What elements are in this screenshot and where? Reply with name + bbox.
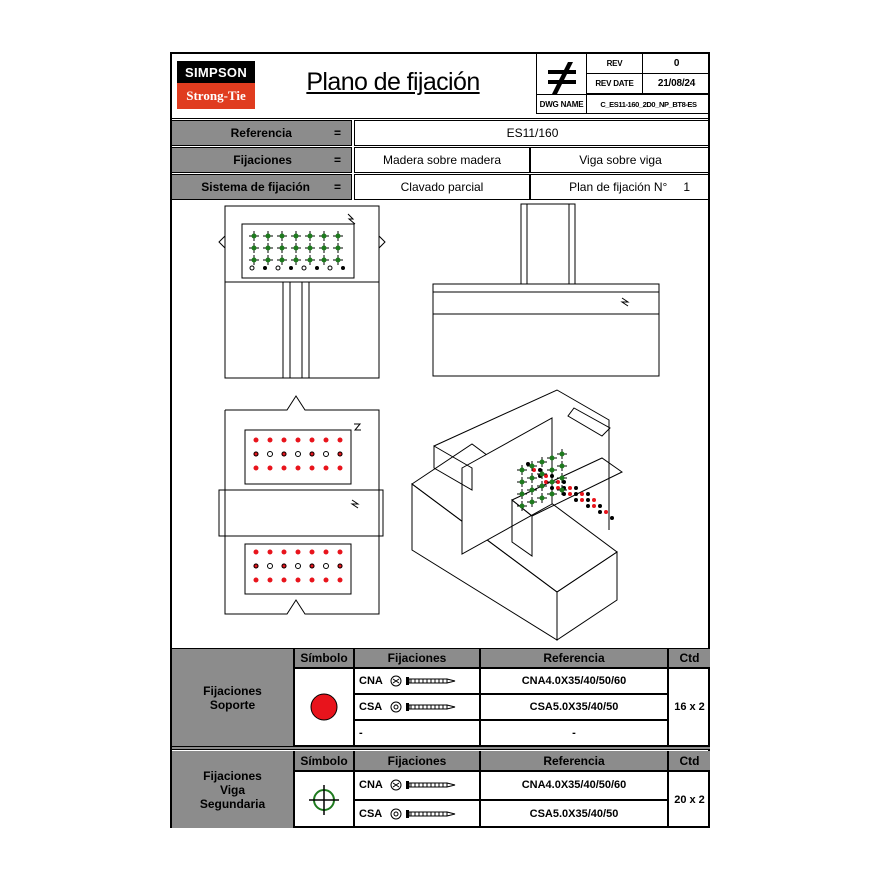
fixing-dot bbox=[324, 578, 329, 583]
fixing-dot bbox=[574, 486, 578, 490]
fixing-dot bbox=[586, 498, 590, 502]
fastener-type-cell bbox=[354, 668, 480, 694]
soporte-symbol bbox=[294, 668, 354, 746]
fastener-type: - bbox=[359, 727, 363, 739]
fixing-dot bbox=[282, 550, 287, 555]
plan-value: 1 bbox=[683, 180, 690, 194]
fixing-dot bbox=[294, 258, 299, 263]
fixing-dot bbox=[280, 234, 285, 239]
fixing-dot bbox=[315, 266, 319, 270]
dwg-name-value: C_ES11-160_2D0_NP_BT8-ES bbox=[586, 94, 710, 114]
fixing-dot bbox=[268, 452, 273, 457]
fixing-dot bbox=[282, 438, 287, 443]
fixing-dot bbox=[560, 476, 565, 481]
fixing-dot bbox=[580, 492, 584, 496]
fastener-type-cell bbox=[354, 771, 480, 800]
fixing-dot bbox=[296, 564, 301, 569]
fixing-dot bbox=[530, 500, 535, 505]
fixing-dot bbox=[310, 438, 315, 443]
ring-nail-icon bbox=[389, 778, 459, 792]
fastener-reference: CNA4.0X35/40/50/60 bbox=[480, 668, 668, 694]
fixing-dot bbox=[282, 578, 287, 583]
fixing-dot bbox=[338, 466, 343, 471]
fixing-dot bbox=[280, 258, 285, 263]
fixing-dot bbox=[574, 498, 578, 502]
fastener-type-cell bbox=[354, 720, 480, 746]
fixing-dot bbox=[324, 564, 329, 569]
fixing-dot bbox=[520, 504, 525, 509]
fijaciones-value-2: Viga sobre viga bbox=[530, 147, 710, 173]
fixing-dot bbox=[268, 564, 273, 569]
viga-symbol bbox=[294, 771, 354, 828]
fixing-dot bbox=[568, 492, 572, 496]
fixing-dot bbox=[308, 258, 313, 263]
fixing-dot bbox=[530, 476, 535, 481]
fixing-dot bbox=[324, 452, 329, 457]
fixing-dot bbox=[568, 486, 572, 490]
fixing-dot bbox=[308, 246, 313, 251]
fixing-dot bbox=[263, 266, 267, 270]
fixing-dot bbox=[580, 498, 584, 502]
eq-sign: = bbox=[333, 180, 341, 194]
fixing-dot bbox=[289, 266, 293, 270]
fastener-type: CNA bbox=[359, 779, 383, 792]
viga-group bbox=[172, 751, 294, 828]
fastener-type-cell bbox=[354, 694, 480, 720]
fixing-dot bbox=[562, 492, 566, 496]
viga-header-fijaciones: Fijaciones bbox=[354, 751, 480, 771]
fixing-drawings bbox=[172, 200, 708, 648]
fixing-dot bbox=[328, 266, 332, 270]
fixing-dot bbox=[574, 492, 578, 496]
fixing-dot bbox=[296, 466, 301, 471]
fixing-dot bbox=[266, 258, 271, 263]
fijaciones-label-text: Fijaciones bbox=[233, 153, 292, 167]
fixing-dot bbox=[592, 504, 596, 508]
page-title: Plano de fijación bbox=[306, 67, 480, 96]
dwg-name-label: DWG NAME bbox=[536, 94, 586, 114]
referencia-value: ES11/160 bbox=[354, 120, 710, 146]
soporte-header-simbolo: Símbolo bbox=[294, 648, 354, 668]
fixing-dot bbox=[338, 438, 343, 443]
rev-date-value: 21/08/24 bbox=[642, 74, 710, 94]
fixing-dot bbox=[530, 488, 535, 493]
sistema-label bbox=[172, 174, 352, 200]
fixing-dot bbox=[540, 472, 545, 477]
fixing-dot bbox=[322, 246, 327, 251]
fixing-dot bbox=[556, 486, 560, 490]
fixing-dot bbox=[296, 578, 301, 583]
fixing-dot bbox=[276, 266, 280, 270]
brand-line1: SIMPSON bbox=[177, 61, 255, 83]
view-bottom-left bbox=[219, 396, 383, 614]
drawing-sheet bbox=[170, 52, 710, 828]
fixing-dot bbox=[526, 462, 530, 466]
soporte-group-label: Fijaciones Soporte bbox=[203, 683, 262, 712]
fastener-type: CSA bbox=[359, 807, 383, 820]
fixing-dot bbox=[550, 480, 555, 485]
fixing-dot bbox=[520, 492, 525, 497]
fastener-reference: CSA5.0X35/40/50 bbox=[480, 800, 668, 829]
soporte-header-referencia: Referencia bbox=[480, 648, 668, 668]
fastener-type: CNA bbox=[359, 675, 383, 687]
fijaciones-label bbox=[172, 147, 352, 173]
fixing-dot bbox=[324, 466, 329, 471]
fixing-dot bbox=[310, 578, 315, 583]
rev-value: 0 bbox=[642, 54, 710, 74]
eq-sign: = bbox=[333, 153, 341, 167]
referencia-label bbox=[172, 120, 352, 146]
brand-line2: Strong-Tie bbox=[177, 83, 255, 109]
green-crosshair-icon bbox=[307, 783, 341, 817]
fixing-dot bbox=[266, 246, 271, 251]
table-separator bbox=[172, 746, 710, 750]
fastener-type-cell bbox=[354, 800, 480, 829]
view-isometric bbox=[412, 390, 622, 640]
fixing-dot bbox=[294, 234, 299, 239]
fixing-dot bbox=[310, 466, 315, 471]
viga-header-simbolo: Símbolo bbox=[294, 751, 354, 771]
fixing-dot bbox=[322, 234, 327, 239]
fixing-dot bbox=[266, 234, 271, 239]
fixing-dot bbox=[252, 258, 257, 263]
fixing-dot bbox=[341, 266, 345, 270]
fixing-dot bbox=[530, 464, 535, 469]
plan-fijacion bbox=[530, 174, 710, 200]
fixing-dot bbox=[560, 488, 565, 493]
fijaciones-value-1: Madera sobre madera bbox=[354, 147, 530, 173]
fastener-reference: CSA5.0X35/40/50 bbox=[480, 694, 668, 720]
referencia-label-text: Referencia bbox=[230, 126, 292, 140]
fixing-dot bbox=[252, 234, 257, 239]
soporte-header-fijaciones: Fijaciones bbox=[354, 648, 480, 668]
fixing-dot bbox=[322, 258, 327, 263]
fixing-dot bbox=[586, 504, 590, 508]
fixing-dot bbox=[544, 474, 548, 478]
screw-icon bbox=[389, 700, 459, 714]
fixing-dot bbox=[254, 438, 259, 443]
fixing-dot bbox=[604, 510, 608, 514]
fixing-dot bbox=[296, 438, 301, 443]
fixing-dot bbox=[538, 468, 542, 472]
soporte-qty: 16 x 2 bbox=[668, 668, 710, 746]
fixing-dot bbox=[280, 246, 285, 251]
fixing-dot bbox=[560, 452, 565, 457]
fixing-dot bbox=[252, 246, 257, 251]
fixing-dot bbox=[550, 456, 555, 461]
fastener-type: CSA bbox=[359, 701, 383, 713]
screw-icon bbox=[389, 807, 459, 821]
rev-date-label: REV DATE bbox=[586, 74, 642, 94]
fixing-dot bbox=[282, 466, 287, 471]
fixing-dot bbox=[336, 234, 341, 239]
soporte-group bbox=[172, 648, 294, 746]
fixing-dot bbox=[550, 492, 555, 497]
fixing-dot bbox=[338, 578, 343, 583]
fixing-dot bbox=[268, 438, 273, 443]
viga-group-label: Fijaciones Viga Segundaria bbox=[199, 768, 266, 811]
fixing-dot bbox=[268, 550, 273, 555]
fixing-dot bbox=[532, 468, 536, 472]
fixing-dot bbox=[310, 550, 315, 555]
fixing-dot bbox=[324, 438, 329, 443]
fixing-dot bbox=[336, 258, 341, 263]
fixing-dot bbox=[296, 452, 301, 457]
fixing-dot bbox=[254, 466, 259, 471]
fixing-dot bbox=[268, 466, 273, 471]
fixing-dot bbox=[294, 246, 299, 251]
fixing-dot bbox=[296, 550, 301, 555]
fixing-dot bbox=[586, 492, 590, 496]
sistema-value: Clavado parcial bbox=[354, 174, 530, 200]
view-top-right bbox=[433, 204, 659, 376]
fixing-dot bbox=[324, 550, 329, 555]
rev-label: REV bbox=[586, 54, 642, 74]
fixing-dot bbox=[308, 234, 313, 239]
fixing-dot bbox=[302, 266, 306, 270]
fixing-dot bbox=[540, 496, 545, 501]
fastener-reference: - bbox=[480, 720, 668, 746]
fastener-reference: CNA4.0X35/40/50/60 bbox=[480, 771, 668, 800]
fixing-dot bbox=[550, 468, 555, 473]
fixing-dot bbox=[592, 498, 596, 502]
fixing-dot bbox=[540, 484, 545, 489]
fixing-dot bbox=[598, 510, 602, 514]
fixing-dot bbox=[562, 480, 566, 484]
view-top-left bbox=[219, 206, 385, 378]
fixing-dot bbox=[610, 516, 614, 520]
fixing-dot bbox=[336, 246, 341, 251]
fixing-dot bbox=[598, 504, 602, 508]
fixing-dot bbox=[338, 550, 343, 555]
viga-qty: 20 x 2 bbox=[668, 771, 710, 828]
fixing-dot bbox=[268, 578, 273, 583]
sistema-label-text: Sistema de fijación bbox=[201, 180, 310, 194]
divider bbox=[172, 118, 708, 119]
fixing-dot bbox=[520, 468, 525, 473]
fixing-dot bbox=[254, 578, 259, 583]
fixing-dot bbox=[520, 480, 525, 485]
red-dot-icon bbox=[309, 692, 339, 722]
viga-header-referencia: Referencia bbox=[480, 751, 668, 771]
fixing-dot bbox=[540, 460, 545, 465]
eq-sign: = bbox=[333, 126, 341, 140]
ring-nail-icon bbox=[389, 674, 459, 688]
fixing-dot bbox=[560, 464, 565, 469]
viga-header-ctd: Ctd bbox=[668, 751, 710, 771]
fixing-dot bbox=[250, 266, 254, 270]
brand-logo bbox=[177, 61, 255, 109]
soporte-header-ctd: Ctd bbox=[668, 648, 710, 668]
plan-label: Plan de fijación N° bbox=[569, 180, 668, 194]
fixing-dot bbox=[254, 550, 259, 555]
